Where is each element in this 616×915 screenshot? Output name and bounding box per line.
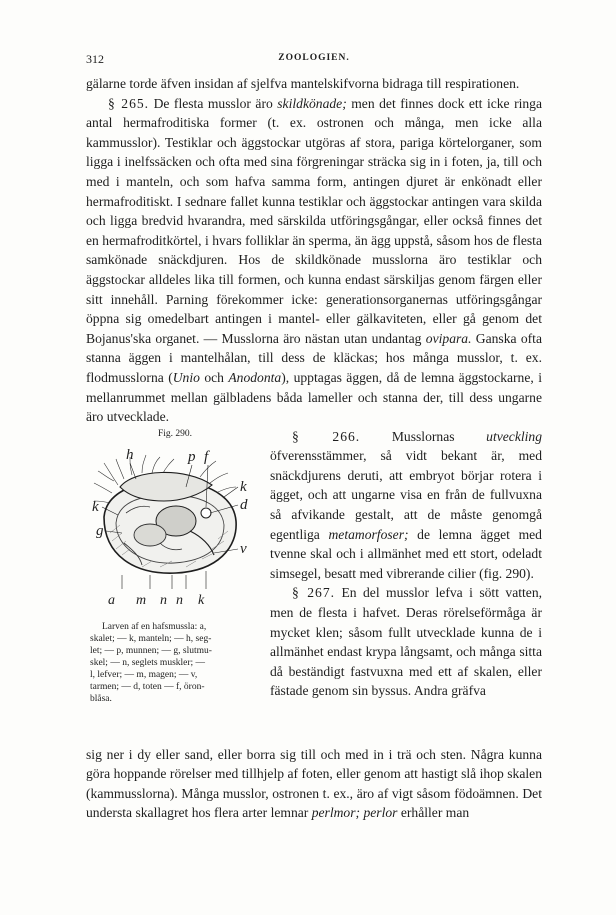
caption-line: Larven af en hafsmussla: a,: [102, 621, 207, 632]
figure-290: [86, 427, 264, 705]
paragraph-266: [270, 427, 542, 584]
paragraph-265: [86, 94, 542, 427]
text-run: En del musslor lefva i sött vatten, men de flesta i hafvet. Deras rörelseförmåga är mycket klen; såsom fullt utvecklade kunna de i allmänhet endast krypa långsamt, och många sitta då beständigt fastvuxna med ett af skalen, eller fästade genom sin byssus. Andra gräfva: [270, 585, 543, 699]
italic-term: utveckling: [486, 428, 543, 444]
figure-caption: [86, 621, 264, 705]
section-mark-266: § 266.: [292, 428, 361, 444]
letter-a: a: [108, 592, 115, 608]
page-number: 312: [86, 52, 104, 66]
letter-n-2: n: [176, 592, 183, 608]
italic-term: Unio: [172, 369, 200, 385]
letter-n-1: n: [160, 592, 167, 608]
letter-m: m: [136, 592, 147, 608]
liver-organ: [134, 524, 166, 546]
paragraph-267-continued: [86, 745, 542, 823]
caption-line: l, lefver; — m, magen; — v,: [90, 669, 198, 680]
figure-wrap-block: [86, 427, 542, 745]
letter-d: d: [240, 496, 248, 513]
page-header: [86, 52, 542, 74]
text-run: sig ner i dy eller sand, eller borra sig till och med in i trä och sten. Några kunna göra hoppande rörelser med tillhjelp af foten, eller genom att hastigt slå ihop skalen (kammusslorna). Många musslor, ostronen t. ex., äro af vigt såsom födoämnen. Det understa skallagret hos flera arter lemnar: [86, 746, 542, 821]
text-run: och: [199, 369, 229, 385]
text-run: de lemna ägget med tvenne skal och i allmänhet med ett stort, odeladt simsegel, besatt med vibrerande cilier (fig. 290).: [270, 526, 542, 581]
italic-term: ovipara.: [425, 330, 472, 346]
figure-bottom-letters: [86, 593, 264, 615]
letter-k-bottom: k: [198, 592, 205, 608]
larva-illustration: [90, 443, 260, 593]
letter-v: v: [240, 540, 247, 557]
running-title: ZOOLOGIEN.: [278, 53, 350, 63]
paragraph-267: [270, 583, 542, 701]
letter-g: g: [96, 522, 104, 539]
text-run: ), upptagas äggen, då de lemna äggstockarne, i mellanrummet mellan gälbladens båda lameller och stanna der, till dess ungarne äro utvecklade.: [86, 369, 542, 425]
letter-k-left: k: [92, 498, 99, 515]
right-column: [270, 427, 542, 701]
letter-h: h: [126, 446, 134, 463]
letter-k-right: k: [240, 478, 247, 495]
italic-term: perlmor; perlor: [311, 805, 398, 821]
caption-line: skel; — n, seglets muskler; —: [90, 657, 206, 668]
letter-p: p: [188, 448, 196, 465]
paragraph-continuation: gälarne torde äfven insidan af sjelfva mantelskifvorna bidraga till respirationen.: [86, 76, 520, 91]
text-run: Musslornas: [360, 428, 487, 444]
caption-line: tarmen; — d, toten — f, öron-: [90, 681, 205, 692]
text-run: erhåller man: [397, 805, 470, 821]
italic-term: metamorfoser;: [328, 526, 409, 542]
italic-term: skildkönade;: [277, 95, 347, 111]
page: [86, 52, 542, 823]
letter-f: f: [204, 448, 209, 465]
text-run: men det finnes dock ett icke ringa antal hermafroditiska former (t. ex. ostronen och många, men icke alla kammusslor). Testiklar och äggstockar utgöras af stora, pariga körtelorganer, som ligga i inelfssäcken och ofta med sina förgreningar sträcka sig in i foten, ja, till och med i manteln, och som hafva samma form, antingen djuret är enkönadt eller hermafroditiskt. I sednare fallet kunna testiklar och äggstockar antingen vara skilda och ligga bredvid hvarandra, med särskilda utföringsgångar, eller också finnes det en hermafroditkörtel, i hvars folliklar än sperma, än ägg uppstå, såsom hos de flesta samkönade snäckdjuren. Hos de skildkönade musslorna äro testiklar och äggstockar alldeles lika till formen, och kunna endast särskiljas genom färgen eller sitt innehåll. Parning förekommer icke: generationsorganernas utföringsgångar öppna sig omedelbart antingen i mantel- eller gälkaviteten, eller gå genom det Bojanus'ska organet. — Musslorna äro nästan utan undantag: [86, 95, 543, 346]
text-run: De flesta musslor äro: [149, 95, 278, 111]
figure-label: Fig. 290.: [157, 428, 193, 439]
text-run: Ganska ofta stanna äggen i mantelhålan, till dess de kläckas; hos många musslor, t. ex. flodmusslorna (: [86, 330, 542, 385]
otocyst: [201, 508, 211, 518]
caption-line: blåsa.: [90, 693, 112, 704]
text-run: öfverensstämmer, så vidt bekant är, med snäckdjurens deruti, att embryot börjar rotera i ägget, och att ungarne visa en från de fullvuxna så afvikande gestalt, att de måste genomgå egentliga: [270, 448, 542, 542]
italic-term: Anodonta: [228, 369, 282, 385]
caption-line: skalet; — k, manteln; — h, seg-: [90, 633, 212, 644]
section-mark-265: § 265.: [108, 95, 150, 111]
caption-line: let; — p, munnen; — g, slutmu-: [90, 645, 212, 656]
section-mark-267: § 267.: [292, 585, 336, 601]
